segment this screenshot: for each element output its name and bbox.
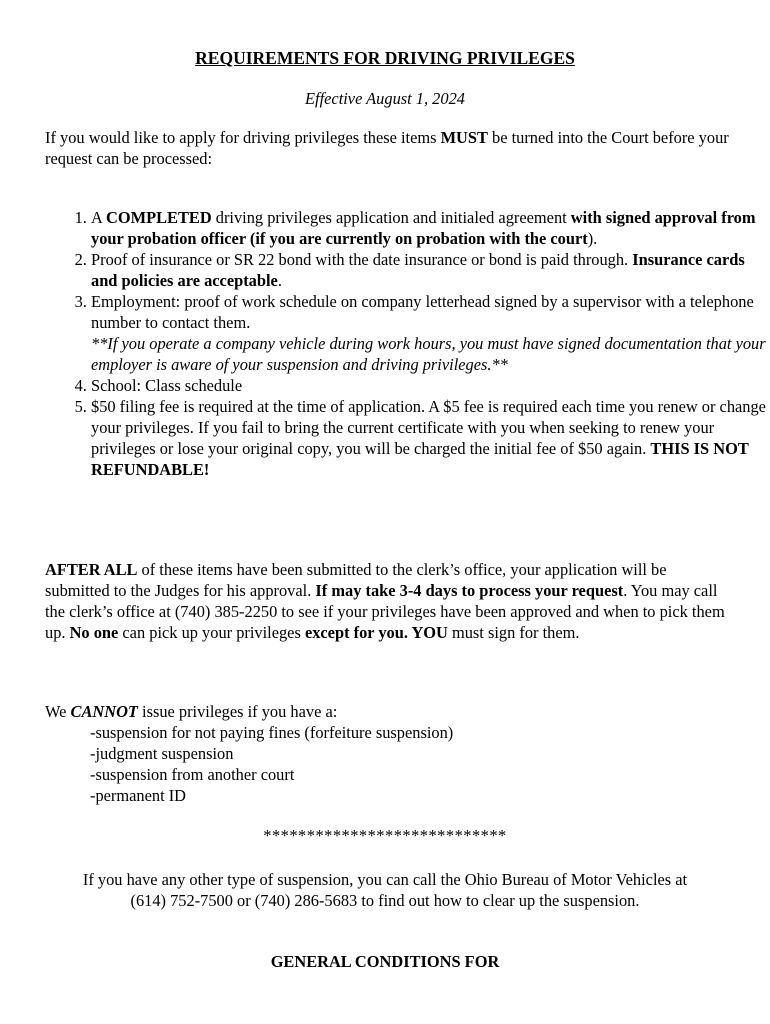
suspension-item: -permanent ID — [90, 786, 187, 805]
requirement-item-2: 2. Proof of insurance or SR 22 bond with the date insurance or bond is paid through. Insurance cards and policies are acceptable. — [91, 249, 770, 291]
general-conditions-heading: GENERAL CONDITIONS FOR — [270, 952, 500, 971]
intro-paragraph — [45, 127, 735, 169]
after-all-paragraph: AFTER ALL of these items have been submitted to the clerk’s office, your application will be submitted to the Judges for his approval. If may take 3-4 days to process your request. You may call the clerk’s office at (740) 385-2250 to see if your privileges have been approved and when to pick them up. No one can pick up your privileges except for you. YOU must sign for them. — [45, 560, 725, 642]
intro-text-1: If you would like to apply for driving privileges these items — [45, 128, 441, 147]
company-vehicle-note: **If you operate a company vehicle during work hours, you must have signed documentation that your employer is aware of your suspension and driving privileges.** — [91, 334, 766, 374]
separator-stars: **************************** — [263, 826, 507, 845]
closing-line-1: If you have any other type of suspension, you can call the Ohio Bureau of Motor Vehicles at — [82, 870, 688, 889]
suspension-list — [90, 722, 453, 806]
intro-text-2: be turned into the Court before your request can be processed: — [45, 128, 729, 168]
requirement-item-4: 4. School: Class schedule — [91, 375, 770, 396]
suspension-item: -suspension for not paying fines (forfeiture suspension) — [90, 723, 454, 742]
closing-paragraph — [0, 869, 770, 911]
effective-date: Effective August 1, 2024 — [305, 89, 465, 108]
cannot-issue-heading: We CANNOT issue privileges if you have a: — [45, 702, 338, 721]
requirement-item-3: 3. Employment: proof of work schedule on company letterhead signed by a supervisor with a telephone number to contact them. **If you operate a company vehicle during work hours, you must have signed documentation that your employer is aware of your suspension and driving privileges.** — [91, 291, 770, 375]
requirement-item-1: 1. A COMPLETED driving privileges application and initialed agreement with signed approval from your probation officer (if you are currently on probation with the court). — [91, 207, 770, 249]
requirement-item-5: 5. $50 filing fee is required at the time of application. A $5 fee is required each time you renew or change your privileges. If you fail to bring the current certificate with you when seeking to renew your privileges or lose your original copy, you will be charged the initial fee of $50 again. THIS IS NOT REFUNDABLE! — [91, 396, 770, 480]
suspension-item: -suspension from another court — [90, 765, 295, 784]
suspension-item: -judgment suspension — [90, 744, 234, 763]
intro-must: MUST — [440, 128, 488, 147]
document-title: REQUIREMENTS FOR DRIVING PRIVILEGES — [195, 48, 575, 68]
closing-line-2: (614) 752-7500 or (740) 286-5683 to find out how to clear up the suspension. — [130, 891, 640, 910]
requirements-list — [45, 207, 770, 480]
